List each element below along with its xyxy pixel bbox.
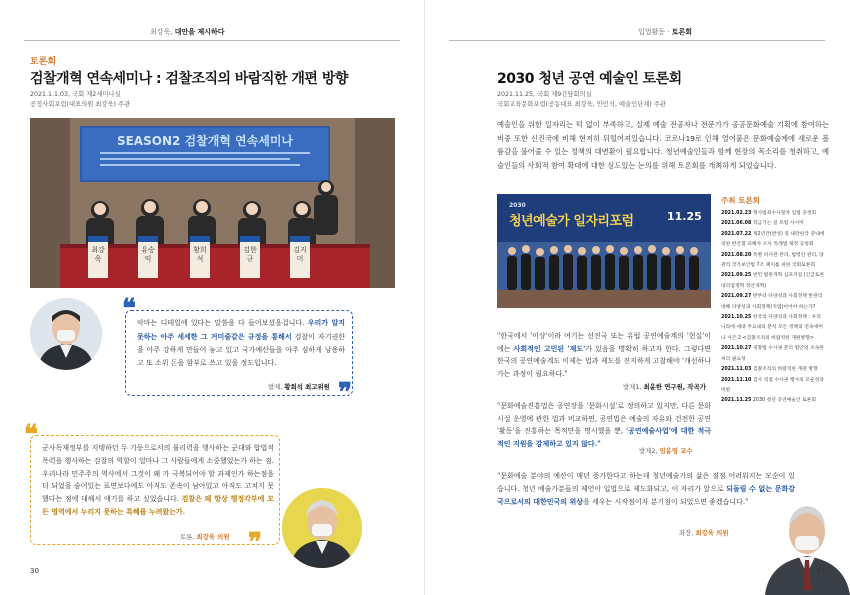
nameplate: 최강욱 [91, 246, 105, 263]
speaker-portrait [765, 490, 850, 595]
nameplate: 유승익 [141, 246, 155, 263]
event-meta: 2021.1.1.03, 국회 제2세미나실 공정사회포럼(대표의원 최강욱) 주관 [30, 91, 131, 108]
banner-date: 11.25 [667, 210, 702, 223]
speaker-portrait [282, 488, 362, 568]
list-item: 2021.09.27 반부터 다양성과 사회정책 반관리 대해 다양성과 사회정책(지엽)이어야 하는가? [721, 294, 823, 310]
page-title: 검찰개혁 연속세미나 : 검찰조직의 바람직한 개편 방향 [30, 71, 348, 87]
open-quote-icon: ❝ [122, 294, 136, 324]
page-number: 30 [30, 567, 39, 575]
banner-small: 2030 [509, 202, 526, 209]
section-label: 토론회 [30, 57, 57, 67]
nameplate: 김한규 [243, 246, 257, 263]
quote-text: "문화예술진흥법은 공연장을 '문화시설'로 정의하고 있지만, 다른 문화시설 운영에 관한 법과 비교하면, 공연법은 예술의 자유와 건전한 공연 '활동'을 진흥하는 목적만을 명시했을 뿐, '공연예술사업'에 대한 적극적인 지원을 강제하고 있지 않다." [497, 402, 711, 448]
quote-attribution: 좌장, 최강욱 의원 [679, 529, 729, 537]
nameplate: 김지미 [293, 246, 307, 263]
quote-text: 악마는 디테일에 있다는 말씀을 다 들어보셨을겁니다. 우리가 알지 못하는 아주 세세한 그 거미줄같은 규정을 통해서 검찰이 자기권한을 아주 강하게 만들어 놓고 있고 국가예산들을 아주 심하게 낭용하고 또 소위 돈을 함부로 쓰고 있을 정도입니다. [137, 318, 345, 367]
list-item: 2021.06.08 작금기는 길 포럼 사시미 [721, 221, 804, 227]
list-item: 2021.11.03 검찰조직의 바람직한 개편 방향 [721, 367, 818, 373]
running-header: 입법활동 · 토론회 [638, 28, 693, 36]
banner-text: 청년예술가 일자리포럼 [509, 214, 634, 229]
open-quote-icon: ❝ [24, 420, 38, 450]
quote-attribution: 발제, 황희석 최고위원 [268, 383, 330, 391]
event-list [721, 209, 825, 407]
quote-text: "한국에서 '이상'이라 여기는 선진국 또는 유럽 공연예술계의 '현실'이에는 사회적인 고민된 '제도'가 있음을 명확히 하고자 한다. 그렇다면 한국의 공연예술계도 이제는 법과 제도를 진지하게 고찰해야 '개선하나가는 과정이 필요하다." [497, 332, 711, 378]
quote-text: 군사독재정부를 지탱하던 두 기둥으로서의 물리력을 행사하는 군대와 합법적 폭력을 행사하는 검찰의 역할이 얼마나 그 사람들에게 소중했었는가 하는 점. 우리나라 민주주의 역사에서 그것이 왜 가 극복되어야 할 과제인가 하는점을 더 되었을 숨어있는 표면보다에도 아직도 존속이 남아있고 아직도 고치지 못했다는 점에 대해서 얘기를 하고 싶었습니다. 검찰은 왜 항상 행정각부에 모든 영역에서 누리지 못하는 특혜를 누려왔는가. [42, 444, 274, 516]
list-item: 2021.09.25 반민 법원개혁 심포지엄 (긴급토론 대리점개혁 정안개혁) [721, 273, 825, 289]
list-item: 2021.07.22 제2년간(반성) 중 내란한국 관내에 의한 반간첩 피해자 조사 특례법 제정 공청회 [721, 231, 825, 248]
list-item: 2021.11.10 검사 직접 수사권 행사의 모순성과 비판 [721, 377, 824, 393]
close-quote-icon: ❞ [338, 378, 352, 408]
close-quote-icon: ❞ [248, 528, 262, 558]
list-item: 2021.10.25 한국의 다양성과 사회정책 : 우리나라에 세대 주요내의 분석 모든 정책의 연속세미나 시즌 2 <검찰조직의 바람직한 개편방향> [721, 315, 823, 341]
forum-photo [497, 194, 711, 308]
quote-attribution: 토론, 최강욱 의원 [180, 533, 230, 541]
list-item: 2021.10.27 경찰법 수사권 분리 법안의 조속한 처리 필요성 [721, 346, 824, 362]
quote-attribution: 발제1, 최윤한 연구원, 작곡가 [623, 383, 706, 391]
quote-attribution: 발제2, 임윤영 교수 [639, 447, 693, 455]
running-header: 최강욱, 대안을 제시하다 [150, 28, 225, 36]
event-meta: 2021.11.25, 국회 제9간담회의실 국회교육문화포럼(공동대표 최강욱, 안민석, 예술인단체) 주관 [497, 91, 666, 108]
right-page [425, 0, 850, 595]
sidebar-title: 주최 토론회 [721, 196, 760, 205]
nameplate: 황희석 [193, 246, 207, 263]
banner-text: SEASON2 검찰개혁 연속세미나 [116, 134, 294, 148]
page-number: 31 [816, 567, 825, 575]
intro-paragraph: 예술인을 위한 일자리는 턱 없이 부족하고, 실제 예술 전공자나 전문가가 공공문화예술 기획에 참여하는 비중 또한 신진국에 비해 현저히 뒤떨어져있습니다. 코로나19로 인해 얼어붙은 문화예술계에 새로운 볼륨감을 불어줄 수 있는 정책의 대변환이 필요합니다. 청년예술인들과 함께 현장의 목소리를 청취하고, 예술인들의 사회적 참여 확대에 대한 심도있는 논의를 위해 토론회를 개최하게 되었습니다. [497, 120, 829, 170]
seminar-photo [30, 118, 395, 288]
list-item: 2021.08.20 특별 비서관 관리, 법령안 관리, 당 관리 국가보안법 7조 폐지를 위한 국회토론회 [721, 252, 824, 269]
header-rule [24, 40, 400, 41]
page-title: 2030 청년 공연 예술인 토론회 [497, 71, 682, 87]
header-rule [449, 40, 825, 41]
quote-text: "문화예술 분야의 예산이 매년 증가한다고 하는데 청년예술가의 삶은 점점 어려워지는 모순이 있습니다. 청년 예술가분들의 제언이 입법으로 제도화되고, 이 자리가 앞으로 되돌릴 수 없는 문화강국으로서의 대한민국의 위상을 세우는 시작점이자 분기점이 되었으면 좋겠습니다." [497, 472, 795, 506]
list-item: 2021.11.25 2030 청년 공연예술인 토론회 [721, 398, 817, 404]
speaker-portrait [30, 298, 102, 370]
list-item: 2021.02.23 형사범죄수사절차 입법 공청회 [721, 211, 817, 216]
